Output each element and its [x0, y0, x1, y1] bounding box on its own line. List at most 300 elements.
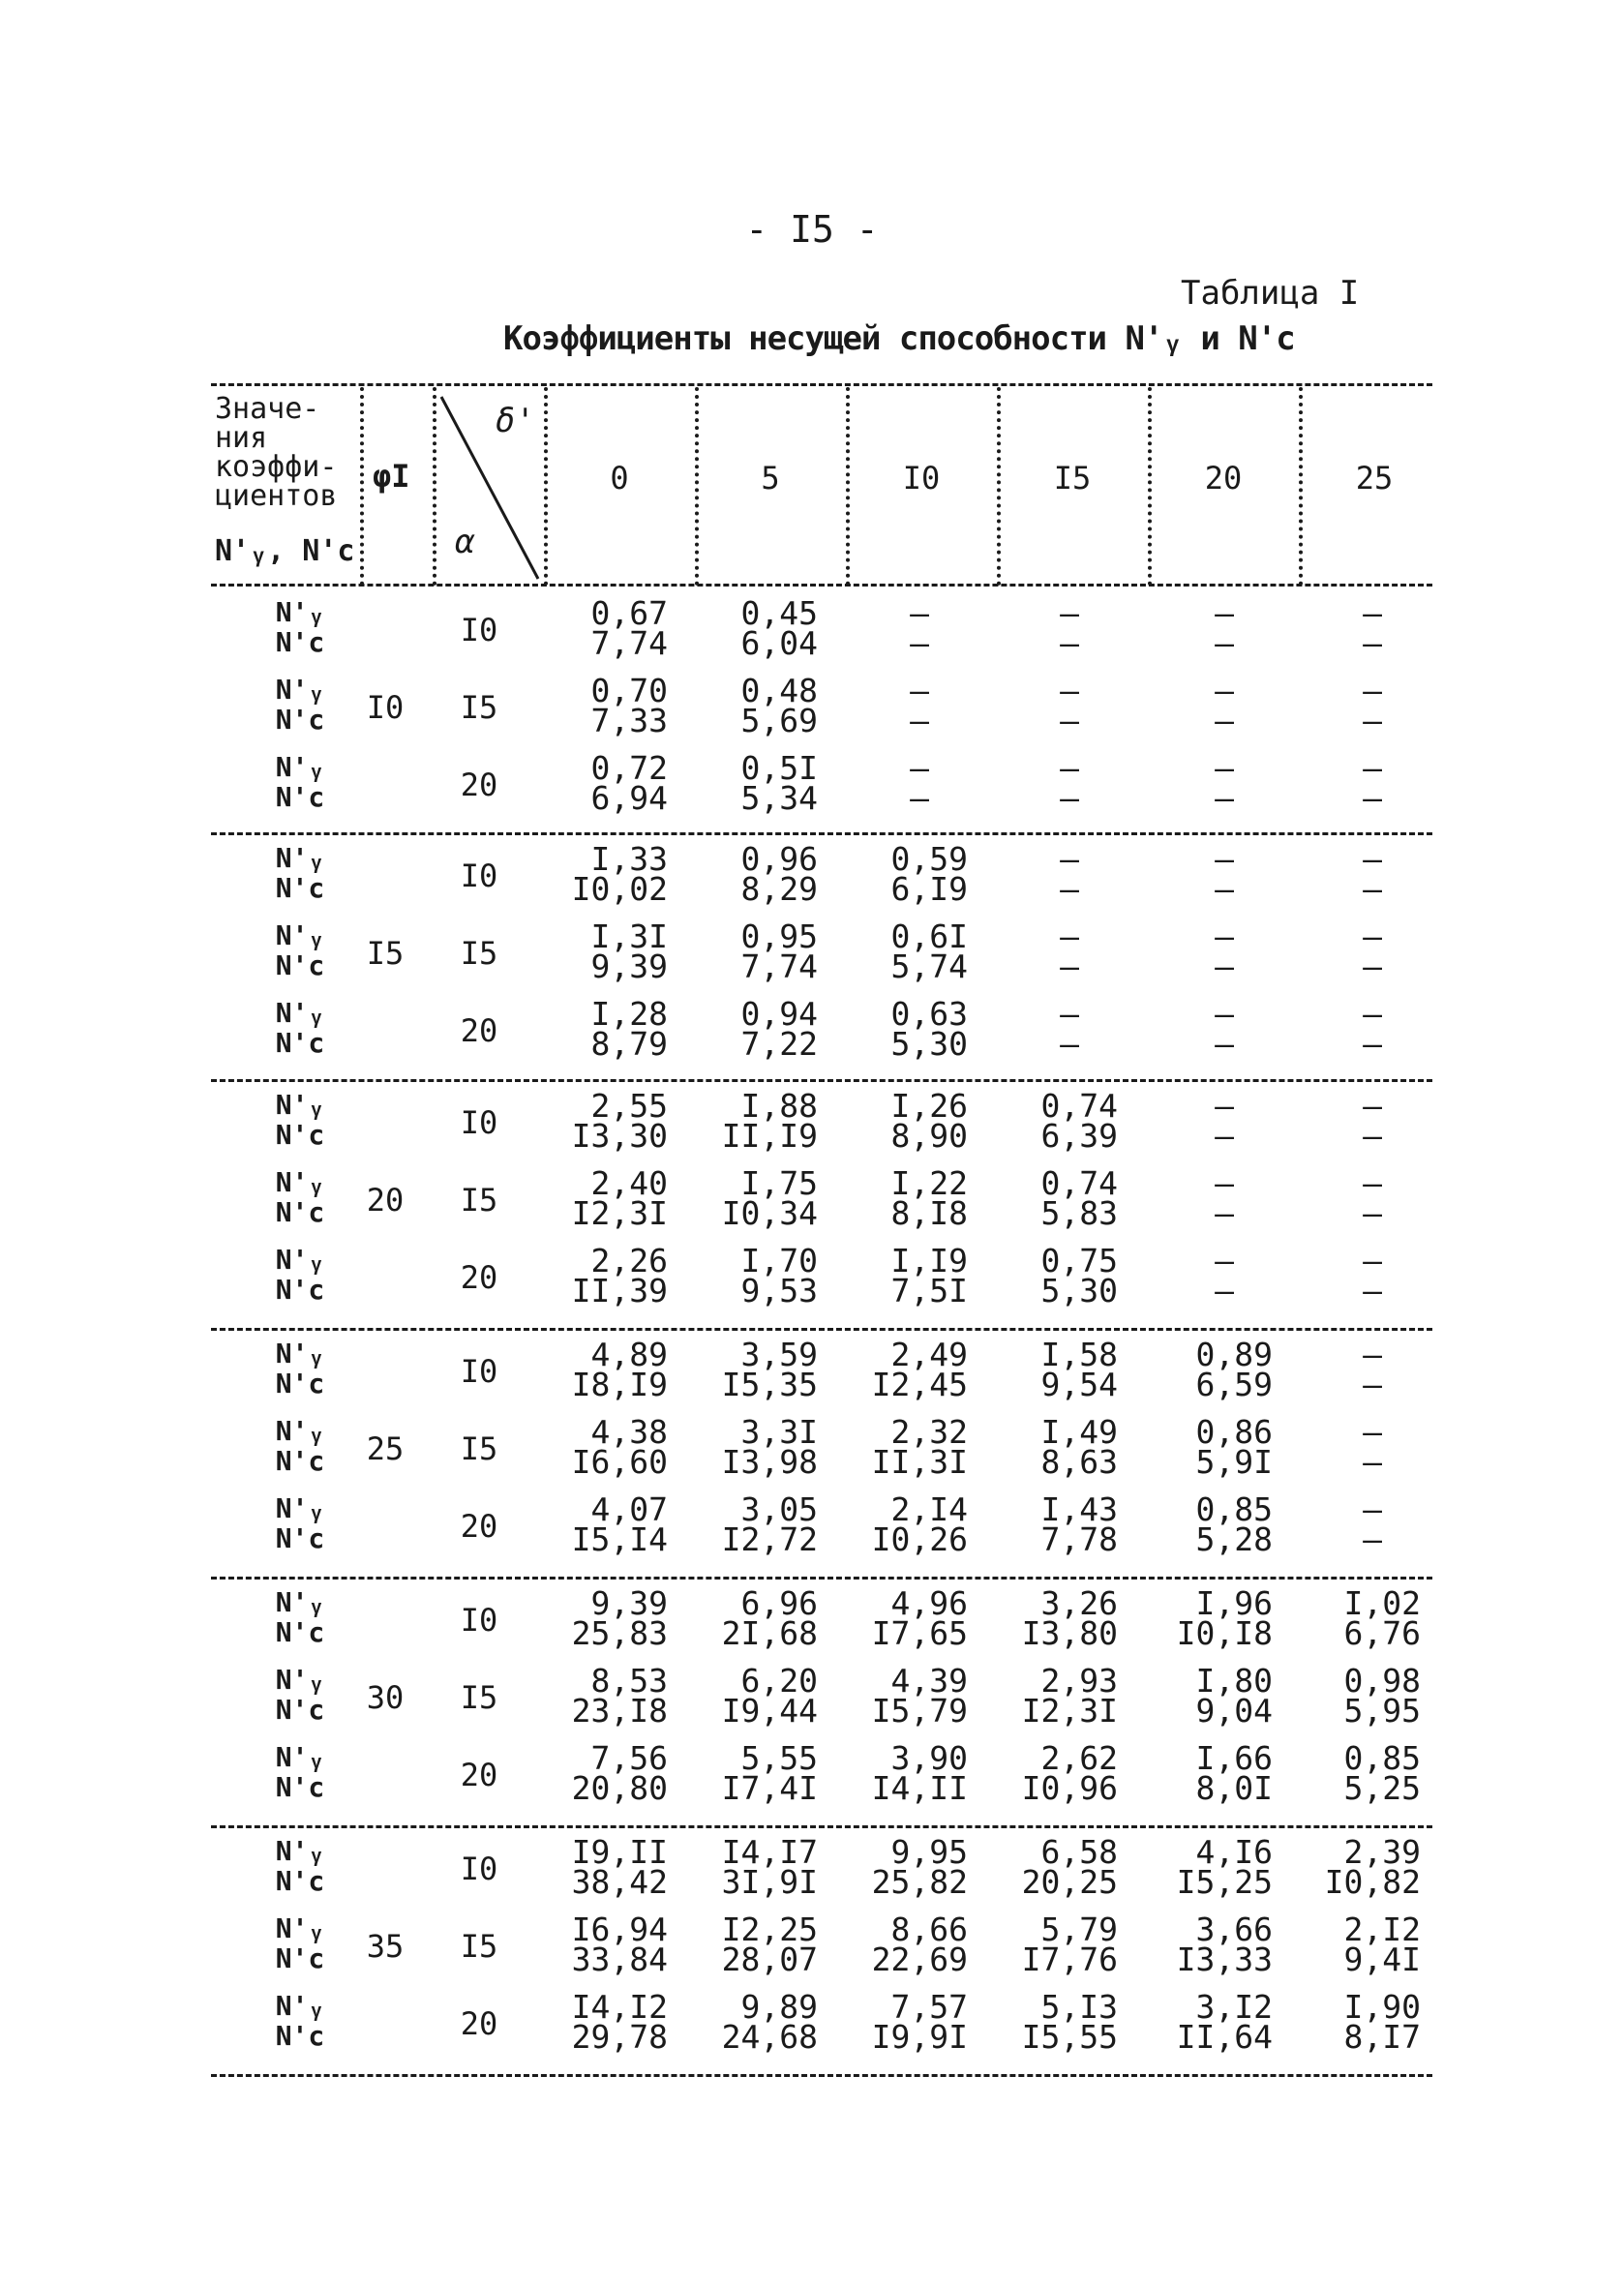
cell-n-gamma: I,49	[1040, 1413, 1118, 1451]
alpha-value: I0	[460, 1104, 498, 1141]
cell-n-gamma: 0,67	[590, 594, 668, 632]
coef-symbol: N'c	[275, 2020, 325, 2052]
cell-n-gamma: –	[1363, 1242, 1382, 1279]
cell-n-c: 38,42	[571, 1863, 668, 1901]
cell-n-c: I0,I8	[1176, 1614, 1273, 1652]
cell-n-c: II,3I	[871, 1443, 968, 1481]
phi-value: 30	[366, 1679, 405, 1716]
alpha-value: I5	[460, 1182, 498, 1219]
group-separator-rule	[211, 1328, 1432, 1331]
coef-symbol: N'c	[275, 1274, 325, 1306]
cell-n-c: –	[1060, 948, 1079, 985]
cell-n-gamma: 6,20	[740, 1662, 818, 1700]
cell-n-c: 7,33	[590, 702, 668, 739]
cell-n-c: –	[1363, 1520, 1382, 1558]
cell-n-gamma: 3,90	[890, 1739, 968, 1777]
coef-symbol: N'ᵧ	[275, 596, 325, 628]
cell-n-gamma: –	[1215, 1087, 1234, 1125]
cell-n-gamma: 0,5I	[740, 749, 818, 787]
cell-n-c: 6,59	[1195, 1366, 1273, 1403]
cell-n-c: 5,25	[1343, 1769, 1421, 1807]
cell-n-gamma: 2,40	[590, 1164, 668, 1202]
cell-n-gamma: I,66	[1195, 1739, 1273, 1777]
cell-n-c: I5,79	[871, 1692, 968, 1730]
cell-n-gamma: –	[1060, 918, 1079, 955]
cell-n-gamma: 8,66	[890, 1911, 968, 1948]
cell-n-gamma: 3,I2	[1195, 1988, 1273, 2026]
cell-n-c: 9,04	[1195, 1692, 1273, 1730]
cell-n-c: 6,04	[740, 624, 818, 662]
alpha-value: 20	[460, 767, 498, 803]
cell-n-gamma: 9,39	[590, 1584, 668, 1622]
cell-n-gamma: 9,95	[890, 1833, 968, 1871]
cell-n-gamma: –	[1363, 840, 1382, 878]
alpha-value: I5	[460, 935, 498, 972]
cell-n-gamma: I,28	[590, 995, 668, 1033]
cell-n-gamma: 3,66	[1195, 1911, 1273, 1948]
group-separator-rule	[211, 1079, 1432, 1082]
cell-n-gamma: I,88	[740, 1087, 818, 1125]
coef-symbol: N'c	[275, 1865, 325, 1897]
cell-n-gamma: –	[1215, 594, 1234, 632]
cell-n-gamma: I,96	[1195, 1584, 1273, 1622]
cell-n-c: I2,45	[871, 1366, 968, 1403]
phi-value: 35	[366, 1928, 405, 1965]
cell-n-gamma: 3,26	[1040, 1584, 1118, 1622]
cell-n-c: I2,72	[721, 1520, 818, 1558]
cell-n-c: I7,65	[871, 1614, 968, 1652]
cell-n-gamma: –	[1363, 918, 1382, 955]
coef-symbol: N'ᵧ	[275, 1664, 325, 1696]
cell-n-c: –	[1215, 702, 1234, 739]
cell-n-c: 5,74	[890, 948, 968, 985]
cell-n-c: –	[1363, 1272, 1382, 1309]
coef-symbol: N'c	[275, 781, 325, 813]
cell-n-c: 22,69	[871, 1941, 968, 1978]
group-separator-rule	[211, 1825, 1432, 1828]
cell-n-gamma: –	[1060, 840, 1079, 878]
cell-n-gamma: –	[1060, 594, 1079, 632]
cell-n-c: I6,60	[571, 1443, 668, 1481]
cell-n-c: 5,30	[1040, 1272, 1118, 1309]
cell-n-gamma: 0,98	[1343, 1662, 1421, 1700]
cell-n-gamma: 0,86	[1195, 1413, 1273, 1451]
cell-n-gamma: 6,96	[740, 1584, 818, 1622]
cell-n-gamma: 2,49	[890, 1336, 968, 1373]
cell-n-gamma: –	[910, 672, 929, 709]
alpha-value: 20	[460, 2005, 498, 2042]
group-separator-rule	[211, 2074, 1432, 2077]
cell-n-gamma: 0,63	[890, 995, 968, 1033]
col-header-delta: 20	[1204, 460, 1243, 497]
cell-n-c: –	[1060, 624, 1079, 662]
cell-n-gamma: I4,I7	[721, 1833, 818, 1871]
coef-symbol: N'c	[275, 1196, 325, 1228]
cell-n-c: I0,96	[1021, 1769, 1118, 1807]
cell-n-c: 28,07	[721, 1941, 818, 1978]
coef-symbol: N'c	[275, 1522, 325, 1554]
cell-n-c: 9,4I	[1343, 1941, 1421, 1978]
cell-n-gamma: –	[1060, 749, 1079, 787]
cell-n-c: II,39	[571, 1272, 668, 1309]
table-label: Таблица I	[1181, 274, 1360, 313]
phi-value: I5	[366, 935, 405, 972]
cell-n-gamma: 7,56	[590, 1739, 668, 1777]
header-col0-line: ния	[215, 421, 268, 455]
cell-n-c: 23,I8	[571, 1692, 668, 1730]
cell-n-c: –	[910, 779, 929, 817]
cell-n-gamma: 4,38	[590, 1413, 668, 1451]
coef-symbol: N'c	[275, 704, 325, 736]
alpha-value: I0	[460, 1602, 498, 1639]
cell-n-gamma: 0,74	[1040, 1164, 1118, 1202]
col-header-delta: 0	[610, 460, 629, 497]
header-bottom-rule	[211, 584, 1432, 587]
col-header-delta: 25	[1355, 460, 1394, 497]
cell-n-gamma: 3,59	[740, 1336, 818, 1373]
cell-n-gamma: I,75	[740, 1164, 818, 1202]
cell-n-gamma: –	[1363, 1413, 1382, 1451]
coef-symbol: N'ᵧ	[275, 1912, 325, 1944]
cell-n-gamma: I,26	[890, 1087, 968, 1125]
cell-n-gamma: –	[1215, 995, 1234, 1033]
header-separator	[433, 387, 436, 586]
cell-n-c: –	[1060, 870, 1079, 908]
cell-n-c: 9,39	[590, 948, 668, 985]
coef-symbol: N'c	[275, 1616, 325, 1648]
header-col0-symbols: N'ᵧ, N'c	[215, 534, 355, 568]
cell-n-gamma: –	[1363, 594, 1382, 632]
cell-n-c: I8,I9	[571, 1366, 668, 1403]
cell-n-c: –	[910, 624, 929, 662]
coef-symbol: N'ᵧ	[275, 1835, 325, 1867]
header-col0-line: Значе-	[215, 392, 320, 426]
cell-n-c: 5,30	[890, 1025, 968, 1063]
cell-n-gamma: I6,94	[571, 1911, 668, 1948]
phi-value: I0	[366, 689, 405, 726]
cell-n-gamma: 7,57	[890, 1988, 968, 2026]
cell-n-c: 7,74	[590, 624, 668, 662]
cell-n-c: –	[1215, 624, 1234, 662]
cell-n-c: –	[910, 702, 929, 739]
cell-n-gamma: –	[1215, 1242, 1234, 1279]
cell-n-c: –	[1363, 870, 1382, 908]
coef-symbol: N'c	[275, 1119, 325, 1151]
cell-n-c: –	[1215, 1272, 1234, 1309]
cell-n-c: I0,82	[1324, 1863, 1421, 1901]
cell-n-c: 7,5I	[890, 1272, 968, 1309]
cell-n-gamma: 2,I2	[1343, 1911, 1421, 1948]
group-separator-rule	[211, 832, 1432, 835]
cell-n-c: 2I,68	[721, 1614, 818, 1652]
cell-n-c: 5,28	[1195, 1520, 1273, 1558]
cell-n-gamma: –	[1215, 840, 1234, 878]
cell-n-c: 8,I8	[890, 1194, 968, 1232]
cell-n-c: 25,82	[871, 1863, 968, 1901]
cell-n-c: 8,79	[590, 1025, 668, 1063]
coef-symbol: N'c	[275, 626, 325, 658]
cell-n-c: 5,83	[1040, 1194, 1118, 1232]
cell-n-gamma: 0,45	[740, 594, 818, 632]
cell-n-gamma: 8,53	[590, 1662, 668, 1700]
coef-symbol: N'ᵧ	[275, 1338, 325, 1369]
alpha-value: 20	[460, 1508, 498, 1545]
cell-n-c: I5,I4	[571, 1520, 668, 1558]
cell-n-c: 7,78	[1040, 1520, 1118, 1558]
cell-n-c: I3,33	[1176, 1941, 1273, 1978]
cell-n-gamma: 2,26	[590, 1242, 668, 1279]
cell-n-c: I0,02	[571, 870, 668, 908]
cell-n-gamma: I,I9	[890, 1242, 968, 1279]
cell-n-c: 6,76	[1343, 1614, 1421, 1652]
cell-n-gamma: I,3I	[590, 918, 668, 955]
cell-n-c: 3I,9I	[721, 1863, 818, 1901]
cell-n-gamma: 0,75	[1040, 1242, 1118, 1279]
cell-n-gamma: 2,93	[1040, 1662, 1118, 1700]
header-col0-line: коэффи-	[215, 450, 338, 484]
cell-n-c: 5,9I	[1195, 1443, 1273, 1481]
coef-symbol: N'ᵧ	[275, 919, 325, 951]
coef-symbol: N'ᵧ	[275, 1415, 325, 1447]
alpha-value: I5	[460, 1679, 498, 1716]
cell-n-gamma: I,70	[740, 1242, 818, 1279]
cell-n-c: 7,74	[740, 948, 818, 985]
cell-n-c: –	[1215, 779, 1234, 817]
cell-n-c: I3,80	[1021, 1614, 1118, 1652]
cell-n-c: I0,26	[871, 1520, 968, 1558]
cell-n-gamma: 0,94	[740, 995, 818, 1033]
cell-n-c: –	[1363, 702, 1382, 739]
alpha-value: I0	[460, 1353, 498, 1390]
coef-symbol: N'c	[275, 1368, 325, 1399]
cell-n-gamma: –	[910, 594, 929, 632]
cell-n-gamma: –	[1363, 672, 1382, 709]
cell-n-c: 29,78	[571, 2018, 668, 2056]
cell-n-c: 25,83	[571, 1614, 668, 1652]
coef-symbol: N'c	[275, 1771, 325, 1803]
coef-symbol: N'c	[275, 1694, 325, 1726]
coef-symbol: N'ᵧ	[275, 997, 325, 1029]
cell-n-gamma: 4,I6	[1195, 1833, 1273, 1871]
cell-n-gamma: –	[1363, 995, 1382, 1033]
cell-n-c: –	[1215, 1194, 1234, 1232]
cell-n-c: –	[1060, 702, 1079, 739]
cell-n-gamma: 4,39	[890, 1662, 968, 1700]
cell-n-gamma: –	[1215, 918, 1234, 955]
cell-n-gamma: I,02	[1343, 1584, 1421, 1622]
cell-n-gamma: 0,70	[590, 672, 668, 709]
cell-n-gamma: 0,85	[1343, 1739, 1421, 1777]
cell-n-gamma: 3,05	[740, 1490, 818, 1528]
coef-symbol: N'ᵧ	[275, 1586, 325, 1618]
cell-n-c: –	[1363, 1117, 1382, 1155]
cell-n-c: I3,98	[721, 1443, 818, 1481]
cell-n-gamma: 6,58	[1040, 1833, 1118, 1871]
alpha-value: I5	[460, 1430, 498, 1467]
coef-symbol: N'ᵧ	[275, 842, 325, 874]
cell-n-c: 6,94	[590, 779, 668, 817]
cell-n-gamma: 2,39	[1343, 1833, 1421, 1871]
alpha-value: I0	[460, 1851, 498, 1887]
cell-n-gamma: –	[1060, 672, 1079, 709]
col-header-delta: I5	[1053, 460, 1092, 497]
cell-n-c: I9,44	[721, 1692, 818, 1730]
cell-n-gamma: 4,89	[590, 1336, 668, 1373]
cell-n-gamma: 0,89	[1195, 1336, 1273, 1373]
cell-n-c: –	[1363, 948, 1382, 985]
cell-n-c: I2,3I	[1021, 1692, 1118, 1730]
cell-n-c: I5,55	[1021, 2018, 1118, 2056]
cell-n-gamma: 5,55	[740, 1739, 818, 1777]
cell-n-c: II,64	[1176, 2018, 1273, 2056]
cell-n-gamma: –	[1215, 1164, 1234, 1202]
cell-n-c: 7,22	[740, 1025, 818, 1063]
cell-n-gamma: 3,3I	[740, 1413, 818, 1451]
cell-n-c: I4,II	[871, 1769, 968, 1807]
cell-n-gamma: –	[1060, 995, 1079, 1033]
alpha-value: I5	[460, 1928, 498, 1965]
alpha-value: I0	[460, 612, 498, 648]
cell-n-gamma: I,80	[1195, 1662, 1273, 1700]
cell-n-gamma: I,90	[1343, 1988, 1421, 2026]
page-number: - I5 -	[745, 208, 879, 251]
cell-n-c: 8,I7	[1343, 2018, 1421, 2056]
phi-value: 20	[366, 1182, 405, 1219]
cell-n-c: 5,95	[1343, 1692, 1421, 1730]
cell-n-c: 9,54	[1040, 1366, 1118, 1403]
cell-n-c: 8,90	[890, 1117, 968, 1155]
header-alpha: α	[455, 523, 475, 561]
header-phi: φI	[373, 458, 410, 495]
cell-n-c: 8,0I	[1195, 1769, 1273, 1807]
coef-symbol: N'ᵧ	[275, 1244, 325, 1276]
cell-n-c: –	[1215, 870, 1234, 908]
cell-n-gamma: 0,85	[1195, 1490, 1273, 1528]
cell-n-gamma: 2,I4	[890, 1490, 968, 1528]
table-title: Коэффициенты несущей способности N'ᵧ и N'c	[503, 319, 1295, 358]
group-separator-rule	[211, 1577, 1432, 1580]
table-top-rule	[211, 383, 1432, 386]
cell-n-gamma: I,22	[890, 1164, 968, 1202]
cell-n-c: 33,84	[571, 1941, 668, 1978]
cell-n-gamma: 0,74	[1040, 1087, 1118, 1125]
cell-n-c: II,I9	[721, 1117, 818, 1155]
alpha-value: 20	[460, 1012, 498, 1049]
coef-symbol: N'c	[275, 872, 325, 904]
cell-n-c: 20,25	[1021, 1863, 1118, 1901]
header-separator	[360, 387, 364, 586]
alpha-value: 20	[460, 1259, 498, 1296]
alpha-value: I0	[460, 858, 498, 894]
cell-n-gamma: 0,48	[740, 672, 818, 709]
cell-n-gamma: I4,I2	[571, 1988, 668, 2026]
cell-n-gamma: 9,89	[740, 1988, 818, 2026]
coef-symbol: N'c	[275, 1942, 325, 1974]
coef-symbol: N'ᵧ	[275, 1990, 325, 2022]
cell-n-c: I7,4I	[721, 1769, 818, 1807]
cell-n-gamma: –	[1363, 749, 1382, 787]
cell-n-gamma: 5,79	[1040, 1911, 1118, 1948]
cell-n-gamma: 0,59	[890, 840, 968, 878]
cell-n-gamma: 4,96	[890, 1584, 968, 1622]
coef-symbol: N'c	[275, 1445, 325, 1477]
cell-n-c: 5,34	[740, 779, 818, 817]
cell-n-c: I3,30	[571, 1117, 668, 1155]
coef-symbol: N'c	[275, 1027, 325, 1059]
header-col0-line: циентов	[215, 479, 338, 513]
cell-n-c: 8,63	[1040, 1443, 1118, 1481]
cell-n-gamma: –	[1363, 1490, 1382, 1528]
coef-symbol: N'ᵧ	[275, 1741, 325, 1773]
cell-n-c: –	[1215, 948, 1234, 985]
cell-n-c: I2,3I	[571, 1194, 668, 1232]
alpha-value: 20	[460, 1757, 498, 1793]
alpha-value: I5	[460, 689, 498, 726]
coef-symbol: N'ᵧ	[275, 674, 325, 706]
cell-n-c: –	[1363, 1025, 1382, 1063]
coef-symbol: N'ᵧ	[275, 1166, 325, 1198]
cell-n-c: 20,80	[571, 1769, 668, 1807]
cell-n-c: –	[1215, 1117, 1234, 1155]
cell-n-c: 5,69	[740, 702, 818, 739]
cell-n-gamma: –	[1215, 672, 1234, 709]
cell-n-gamma: –	[1363, 1164, 1382, 1202]
cell-n-c: –	[1363, 1366, 1382, 1403]
cell-n-gamma: I9,II	[571, 1833, 668, 1871]
cell-n-c: I7,76	[1021, 1941, 1118, 1978]
cell-n-gamma: 0,6I	[890, 918, 968, 955]
cell-n-c: I5,35	[721, 1366, 818, 1403]
cell-n-c: –	[1060, 1025, 1079, 1063]
col-header-delta: 5	[761, 460, 780, 497]
phi-value: 25	[366, 1430, 405, 1467]
cell-n-c: –	[1215, 1025, 1234, 1063]
cell-n-gamma: I,43	[1040, 1490, 1118, 1528]
cell-n-c: I5,25	[1176, 1863, 1273, 1901]
cell-n-gamma: 0,95	[740, 918, 818, 955]
cell-n-c: 24,68	[721, 2018, 818, 2056]
coef-symbol: N'ᵧ	[275, 751, 325, 783]
cell-n-c: 9,53	[740, 1272, 818, 1309]
cell-n-gamma: –	[1215, 749, 1234, 787]
coef-symbol: N'c	[275, 949, 325, 981]
cell-n-c: I0,34	[721, 1194, 818, 1232]
coef-symbol: N'ᵧ	[275, 1089, 325, 1121]
cell-n-c: –	[1363, 624, 1382, 662]
cell-n-gamma: 4,07	[590, 1490, 668, 1528]
cell-n-c: 8,29	[740, 870, 818, 908]
cell-n-gamma: I,58	[1040, 1336, 1118, 1373]
cell-n-gamma: 5,I3	[1040, 1988, 1118, 2026]
cell-n-gamma: I2,25	[721, 1911, 818, 1948]
header-delta: δ'	[496, 402, 535, 440]
cell-n-gamma: –	[910, 749, 929, 787]
cell-n-c: 6,39	[1040, 1117, 1118, 1155]
cell-n-gamma: 0,96	[740, 840, 818, 878]
col-header-delta: I0	[902, 460, 941, 497]
cell-n-gamma: –	[1363, 1087, 1382, 1125]
coef-symbol: N'ᵧ	[275, 1492, 325, 1524]
cell-n-gamma: 2,32	[890, 1413, 968, 1451]
cell-n-gamma: 2,62	[1040, 1739, 1118, 1777]
cell-n-gamma: –	[1363, 1336, 1382, 1373]
cell-n-c: –	[1363, 1443, 1382, 1481]
cell-n-c: –	[1363, 779, 1382, 817]
cell-n-gamma: 2,55	[590, 1087, 668, 1125]
cell-n-c: –	[1363, 1194, 1382, 1232]
cell-n-c: –	[1060, 779, 1079, 817]
cell-n-c: 6,I9	[890, 870, 968, 908]
